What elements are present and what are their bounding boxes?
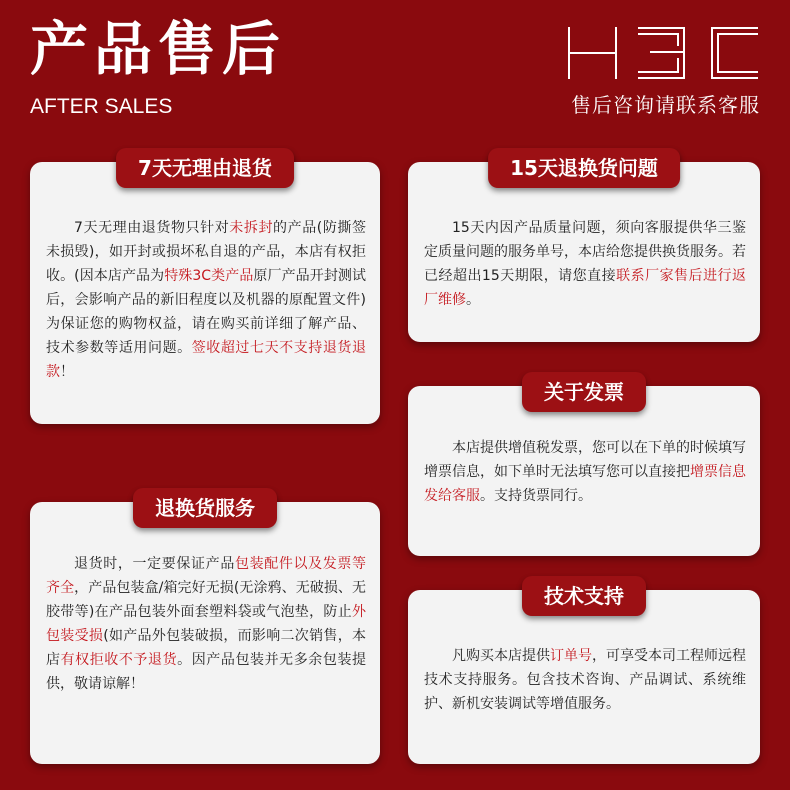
card-title: 技术支持 bbox=[522, 576, 646, 616]
card-body bbox=[424, 216, 746, 312]
highlight-text: 未拆封 bbox=[229, 220, 274, 236]
contact-text: 售后咨询请联系客服 bbox=[571, 93, 760, 117]
body-text: (如产品外包装破损，而影响二次销售，本店 bbox=[46, 628, 366, 668]
card-tech-support bbox=[408, 584, 760, 764]
highlight-text: 订单号 bbox=[550, 648, 592, 664]
page-subtitle: AFTER SALES bbox=[30, 95, 173, 118]
card-7day-return bbox=[30, 156, 380, 424]
card-title: 关于发票 bbox=[522, 372, 646, 412]
card-body bbox=[424, 644, 746, 716]
highlight-text: 增票信息发给客服 bbox=[424, 464, 746, 504]
body-text: ！ bbox=[60, 364, 74, 380]
h3c-logo bbox=[566, 24, 762, 82]
body-text: 。 bbox=[466, 292, 480, 308]
body-text: 7天无理由退货物只针对 bbox=[74, 220, 230, 236]
body-text: 本店提供增值税发票，您可以在下单的时候填写增票信息，如下单时无法填写您可以直接把 bbox=[424, 440, 746, 480]
highlight-text: 签收超过七天不支持退货退款 bbox=[46, 340, 367, 380]
card-body bbox=[46, 552, 366, 696]
body-text: ，可享受本司工程师远程技术支持服务。包含技术咨询、产品调试、系统维护、新机安装调试等增值服务。 bbox=[424, 648, 746, 712]
body-text: 退货时，一定要保证产品 bbox=[74, 556, 235, 572]
page-title: 产品售后 bbox=[30, 15, 287, 83]
card-title: 退换货服务 bbox=[133, 488, 277, 528]
highlight-text: 特殊3C类产品 bbox=[164, 268, 254, 284]
body-text: 。因产品包装并无多余包装提供，敬请谅解！ bbox=[46, 652, 367, 692]
body-text: ，产品包装盒/箱完好无损(无涂鸦、无破损、无胶带等)在产品包装外面套塑料袋或气泡垫，防止 bbox=[46, 580, 367, 620]
highlight-text: 联系厂家售后进行返厂维修 bbox=[424, 268, 746, 308]
card-body bbox=[424, 436, 746, 508]
card-title: 15天退换货问题 bbox=[488, 148, 680, 188]
card-body bbox=[46, 216, 366, 384]
body-text: 的产品(防撕签未损毁)，如开封或损坏私自退的产品，本店有权拒收。(因本店产品为 bbox=[46, 220, 366, 284]
highlight-text: 外包装受损 bbox=[46, 604, 366, 644]
highlight-text: 包装配件以及发票等齐全 bbox=[46, 556, 367, 596]
card-title: 7天无理由退货 bbox=[116, 148, 294, 188]
highlight-text: 有权拒收不予退货 bbox=[60, 652, 178, 668]
card-return-service bbox=[30, 496, 380, 764]
card-15day-exchange bbox=[408, 156, 760, 342]
body-text: 凡购买本店提供 bbox=[452, 648, 550, 664]
body-text: 。支持货票同行。 bbox=[480, 488, 592, 504]
body-text: 15天内因产品质量问题，须向客服提供华三鉴定质量问题的服务单号，本店给您提供换货服务。若已经超出15天期限，请您直接 bbox=[424, 220, 746, 284]
body-text: 原厂产品开封测试后，会影响产品的新旧程度以及机器的原配置文件)为保证您的购物权益，请在购买前详细了解产品、技术参数等适用问题。 bbox=[46, 268, 366, 356]
card-invoice bbox=[408, 380, 760, 556]
